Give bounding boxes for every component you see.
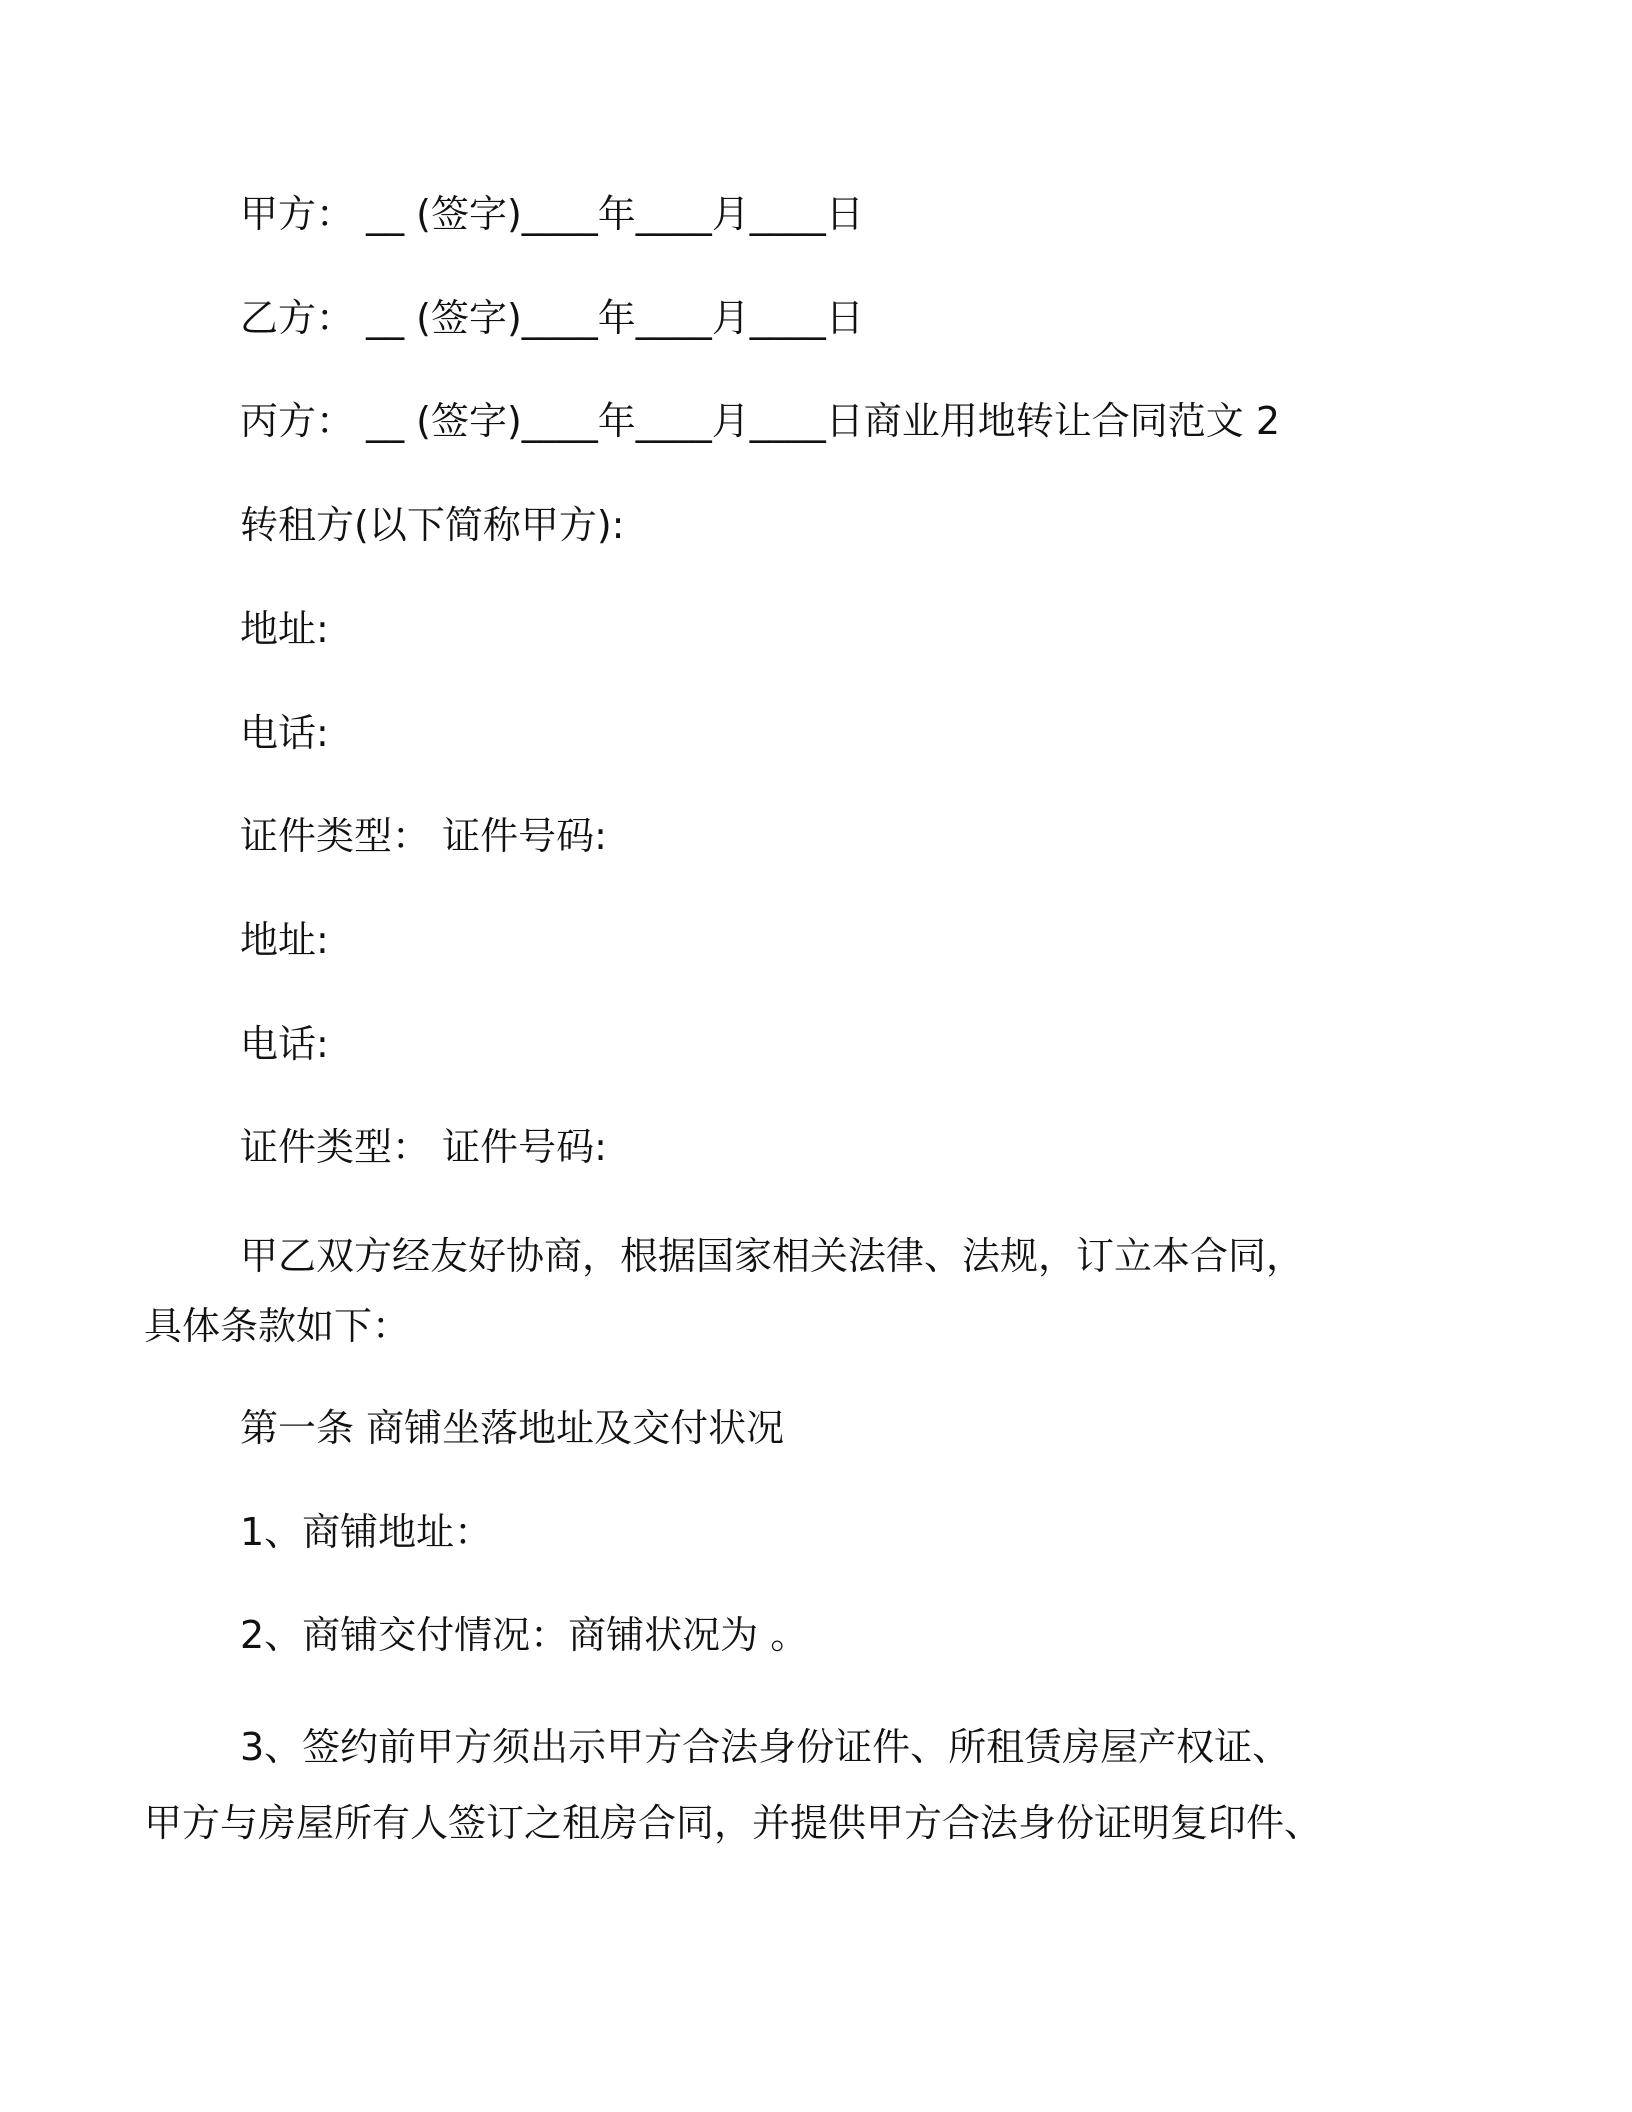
party-b-signature-line: 乙方： __ (签字)____年____月____日 xyxy=(240,296,864,340)
phone-field-2: 电话: xyxy=(240,1022,329,1066)
article-1-item-1: 1、商铺地址： xyxy=(240,1510,493,1554)
article-1-item-3 xyxy=(144,1709,1420,1861)
article-1-title: 第一条 商铺坐落地址及交付状况 xyxy=(240,1406,785,1450)
article-1-item-2: 2、商铺交付情况：商铺状况为 。 xyxy=(240,1613,809,1657)
item-3-line-2: 甲方与房屋所有人签订之租房合同，并提供甲方合法身份证明复印件、 xyxy=(144,1801,1323,1845)
address-field-2: 地址: xyxy=(240,918,329,962)
party-a-signature-line: 甲方： __ (签字)____年____月____日 xyxy=(240,192,864,236)
agreement-line-2: 具体条款如下： xyxy=(144,1304,411,1348)
sublessor-heading: 转租方(以下简称甲方): xyxy=(240,503,625,547)
id-field-1: 证件类型： 证件号码: xyxy=(240,814,607,858)
agreement-paragraph xyxy=(144,1221,1420,1361)
agreement-line-1: 甲乙双方经友好协商，根据国家相关法律、法规，订立本合同， xyxy=(240,1234,1305,1278)
phone-field-1: 电话: xyxy=(240,711,329,755)
address-field-1: 地址: xyxy=(240,607,329,651)
id-field-2: 证件类型： 证件号码: xyxy=(240,1125,607,1169)
party-c-signature-line: 丙方： __ (签字)____年____月____日商业用地转让合同范文 2 xyxy=(240,399,1281,443)
item-3-line-1: 3、签约前甲方须出示甲方合法身份证件、所租赁房屋产权证、 xyxy=(240,1725,1291,1769)
